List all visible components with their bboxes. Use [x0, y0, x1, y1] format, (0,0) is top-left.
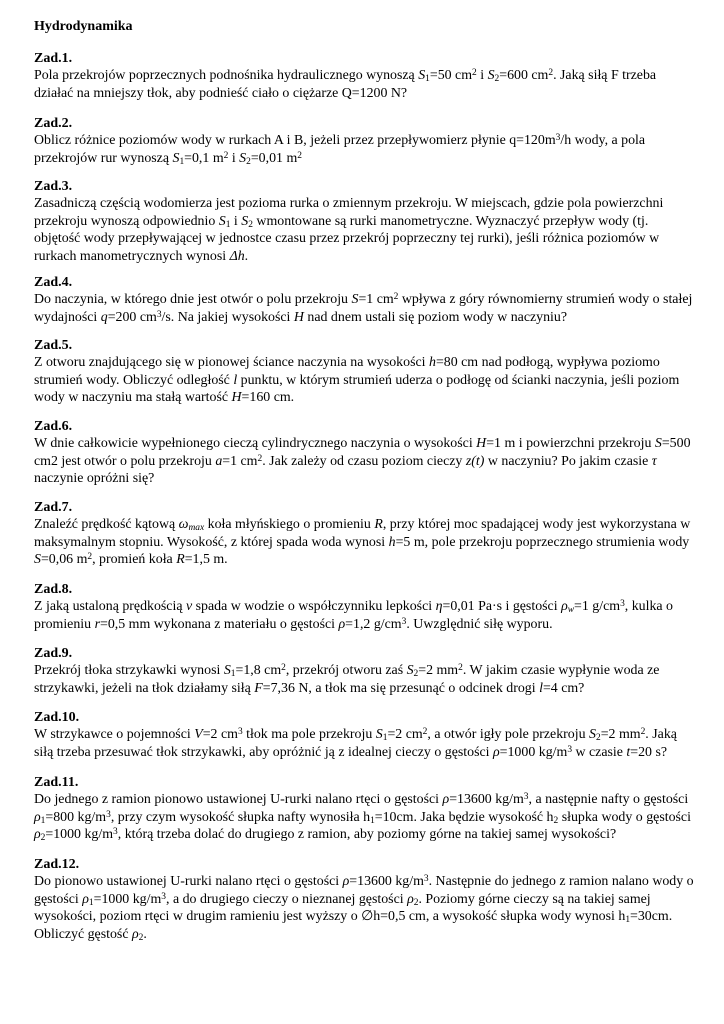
task-label: Zad.3.	[34, 179, 73, 194]
task-12	[34, 856, 694, 943]
task-label: Zad.8.	[34, 582, 73, 597]
task-3	[34, 178, 694, 265]
task-8	[34, 581, 694, 633]
task-label: Zad.2.	[34, 116, 73, 131]
task-text: Pola przekrojów poprzecznych podnośnika hydraulicznego wynoszą $S_1=50$ $cm^2$ i $S_2=600$ $cm^2$. Jaką siłą F trzeba działać na mniejszy tłok, aby podnieść ciało o ciężarze Q=1200 N?	[34, 67, 657, 101]
task-label: Zad.5.	[34, 338, 73, 353]
task-11	[34, 774, 694, 844]
task-label: Zad.6.	[34, 419, 73, 434]
task-9	[34, 645, 694, 697]
task-10	[34, 709, 694, 761]
task-label: Zad.9.	[34, 646, 73, 661]
task-4	[34, 274, 694, 326]
task-2	[34, 115, 694, 167]
task-1	[34, 50, 694, 102]
task-text: Do pionowo ustawionej U-rurki nalano rtęci o gęstości ρ=13600 $kg/m^3$. Następnie do jednego z ramion nalano wody o gęstości $\rho_1=1000$ $kg/m^3$, a do drugiego cieczy o nieznanej gęstości $\rho_2$. Poziomy górne cieczy są na takiej samej wysokości, poziom rtęci w drugim ramieniu jest wyższy o ∅h=0,5 cm, a wysokość słupka wody wynosi $h_1=30cm$. Obliczyć gęstość $\rho_2$.	[34, 873, 694, 943]
task-7	[34, 499, 694, 569]
task-label: Zad.10.	[34, 710, 80, 725]
task-text: W dnie całkowicie wypełnionego cieczą cylindrycznego naczynia o wysokości H=1 m i powierzchni przekroju S=500 cm2 jest otwór o polu przekroju a=1 $cm^2$. Jak zależy od czasu poziom cieczy z(t) w naczyniu? Po jakim czasie τ naczynie opróżni się?	[34, 436, 691, 487]
task-label: Zad.1.	[34, 51, 73, 66]
task-text: Znaleźć prędkość kątową $\omega_{max}$ koła młyńskiego o promieniu R, przy której moc spadającej wody jest wykorzystana w maksymalnym stopniu. Wysokość, z której spada woda wynosi h=5 m, pole przekroju poprzecznego strumienia wody S=0,06 $m^2$, promień koła R=1,5 m.	[34, 517, 691, 568]
task-label: Zad.11.	[34, 775, 79, 790]
document-title: Hydrodynamika	[34, 19, 133, 34]
task-5	[34, 337, 694, 407]
task-text: Oblicz różnice poziomów wody w rurkach A i B, jeżeli przez przepływomierz płynie $q=120m^3/h$ wody, a pola przekrojów rur wynoszą $S_1=0,1$ $m^2$ i $S_2=0,01$ $m^2$	[34, 132, 646, 167]
task-label: Zad.7.	[34, 500, 73, 515]
task-text: Zasadniczą częścią wodomierza jest pozioma rurka o zmiennym przekroju. W miejscach, gdzie pola powierzchni przekroju wynoszą odpowiednio $S_1$ i $S_2$ wmontowane są rurki manometryczne. Wyznaczyć przepływ wody (tj. objętość wody przepływającej w jednostce czasu przez przekrój poprzeczny tej rurki), jeśli różnica poziomów w rurkach manometrycznych wynosi Δh.	[34, 196, 664, 264]
task-label: Zad.4.	[34, 275, 73, 290]
task-text: Z otworu znajdującego się w pionowej ściance naczynia na wysokości h=80 cm nad podłogą, wypływa poziomo strumień wody. Obliczyć odległość l punktu, w którym strumień uderza o podłogę od ścianki naczynia, jeśli poziom wody w naczyniu ma stałą wartość H=160 cm.	[34, 355, 680, 406]
task-text: Do jednego z ramion pionowo ustawionej U-rurki nalano rtęci o gęstości ρ=13600 $kg/m^3$, a następnie nafty o gęstości $\rho_1=800$ $kg/m^3$, przy czym wysokość słupka nafty wynosiła $h_1=10cm$. Jaka będzie wysokość $h_2$ słupka wody o gęstości $\rho_2=1000$ $kg/m^3$, którą trzeba dolać do drugiego z ramion, aby poziomy górne na takiej samej wysokości?	[34, 791, 691, 844]
task-text: W strzykawce o pojemności V=2 $cm^3$ tłok ma pole przekroju $S_1=2$ $cm^2$, a otwór igły pole przekroju $S_2=2$ $mm^2$. Jaką siłą trzeba przesuwać tłok strzykawki, aby opróżnić ją z idealnej cieczy o gęstości ρ=1000 $kg/m^3$ w czasie t=20 s?	[34, 726, 677, 760]
task-text: Przekrój tłoka strzykawki wynosi $S_1=1,8$ $cm^2$, przekrój otworu zaś $S_2=2$ $mm^2$. W jakim czasie wypłynie woda ze strzykawki, jeżeli na tłok działamy siłą F=7,36 N, a tłok ma się przesunąć o odcinek drogi l=4 cm?	[34, 662, 660, 696]
task-label: Zad.12.	[34, 857, 80, 872]
task-text: Z jaką ustaloną prędkością v spada w wodzie o współczynniku lepkości η=0,01 Pa·s i gęstości $\rho_w=1$ $g/cm^3$, kulka o promieniu r=0,5 mm wykonana z materiału o gęstości ρ=1,2 $g/cm^3$. Uwzględnić siłę wyporu.	[34, 598, 674, 632]
task-6	[34, 418, 694, 488]
task-text: Do naczynia, w którego dnie jest otwór o polu przekroju S=1 $cm^2$ wpływa z góry równomierny strumień wody o stałej wydajności q=200 $cm^3/s$. Na jakiej wysokości H nad dnem ustali się poziom wody w naczyniu?	[34, 291, 693, 325]
